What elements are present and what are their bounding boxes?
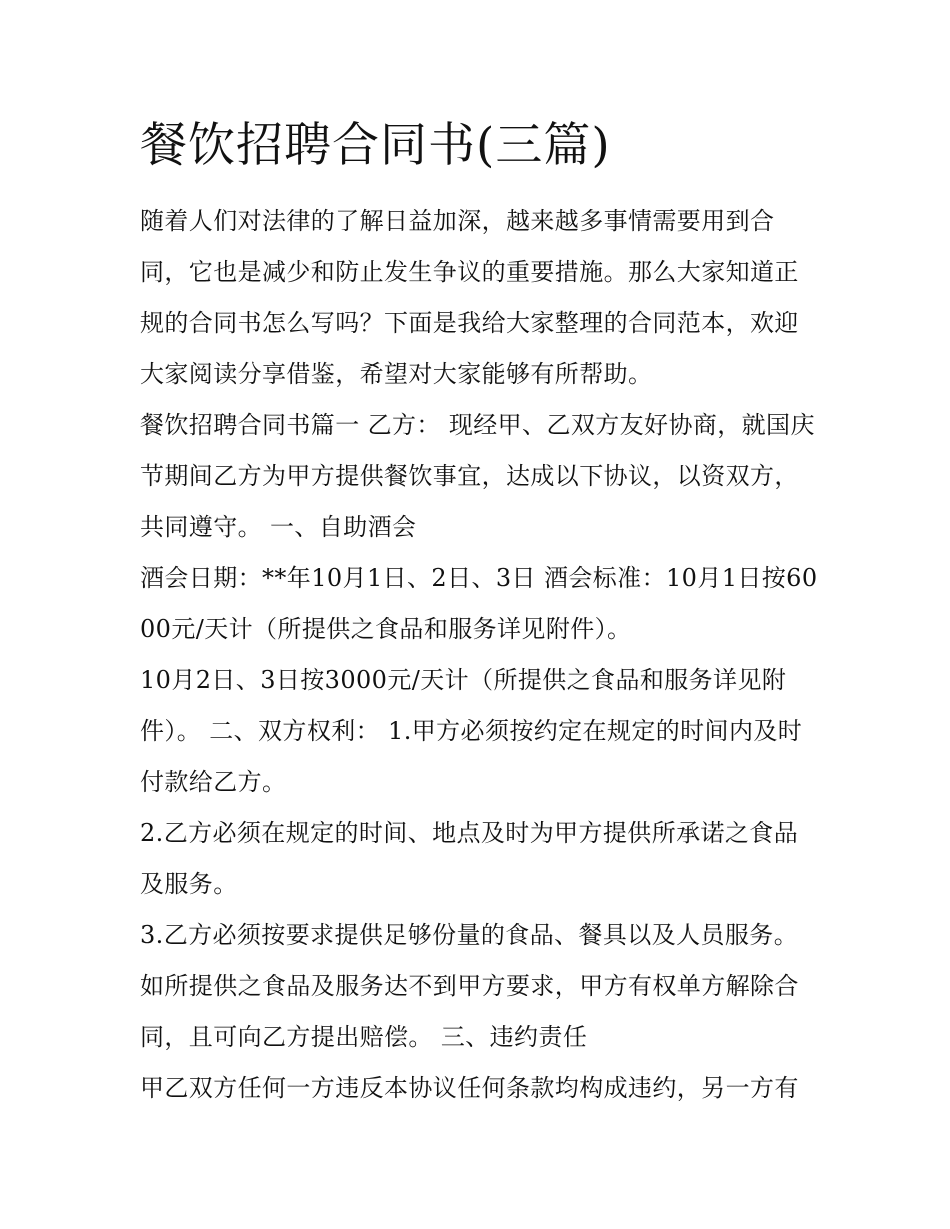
clause-two-paragraph: 2.乙方必须在规定的时间、地点及时为甲方提供所承诺之食品及服务。 <box>140 819 799 898</box>
clause-three-paragraph: 3.乙方必须按要求提供足够份量的食品、餐具以及人员服务。如所提供之食品及服务达不到甲方要求，甲方有权单方解除合同，且可向乙方提出赔偿。 三、违约责任 <box>140 921 799 1051</box>
reception-date-paragraph: 酒会日期：**年10月1日、2日、3日 酒会标准：10月1日按6000元/天计（所提供之食品和服务详见附件）。 <box>140 564 818 643</box>
intro-paragraph: 随着人们对法律的了解日益加深，越来越多事情需要用到合同，它也是减少和防止发生争议的重要措施。那么大家知道正规的合同书怎么写吗？下面是我给大家整理的合同范本，欢迎大家阅读分享借鉴，希望对大家能够有所帮助。 <box>140 207 799 388</box>
breach-paragraph: 甲乙双方任何一方违反本协议任何条款均构成违约，另一方有 <box>140 1074 799 1102</box>
rights-paragraph: 10月2日、3日按3000元/天计（所提供之食品和服务详见附件）。 二、双方权利： 1.甲方必须按约定在规定的时间内及时付款给乙方。 <box>140 666 803 796</box>
document-body <box>140 110 820 1114</box>
contract-one-opening-paragraph: 餐饮招聘合同书篇一 乙方： 现经甲、乙双方友好协商，就国庆节期间乙方为甲方提供餐饮事宜，达成以下协议，以资双方，共同遵守。 一、自助酒会 <box>140 411 815 541</box>
document-title: 餐饮招聘合同书(三篇) <box>140 118 611 173</box>
